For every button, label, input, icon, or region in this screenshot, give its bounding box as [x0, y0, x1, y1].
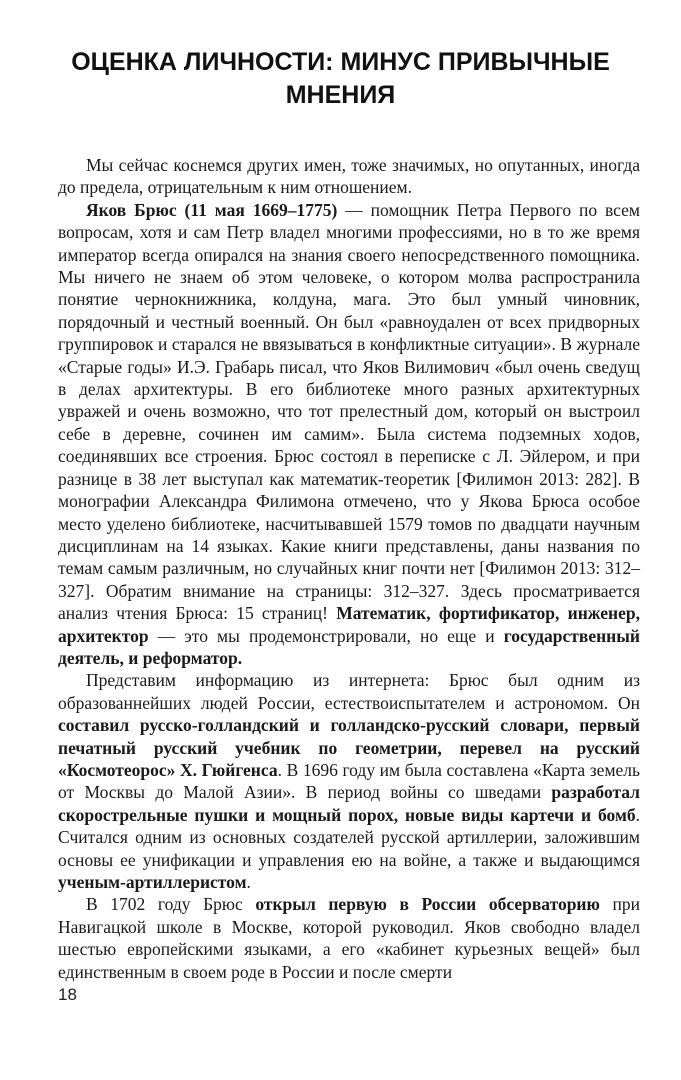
- text-run: .: [246, 872, 251, 892]
- text-run: — помощник Петра Первого по всем вопросам, хотя и сам Петр владел многими профессиями, но в то же время император всегда опирался на знания своего непосредственного помощника. Мы ничего не знаем об этом человеке, о котором молва распространила понятие чернокнижника, колдуна, мага. Это был умный чиновник, порядочный и честный военный. Он был «равноудален от всех придворных группировок и старался не ввязываться в конфликтные ситуации». В журнале «Старые годы» И.Э. Грабарь писал, что Яков Вилимович «был очень сведущ в делах архитектуры. В его библиотеке много разных архитектурных увражей и очень возможно, что тот прелестный дом, который он выстроил себе в деревне, сочинен им самим». Была система подземных ходов, соединявших все строения. Брюс состоял в переписке с Л. Эйлером, и при разнице в 38 лет выступал как математик-теоретик [Филимон 2013: 282]. В монографии Александра Филимона отмечено, что у Якова Брюса особое место уделено библиотеке, насчитывавшей 1579 томов по двадцати научным дисциплинам на 14 языках. Какие книги представлены, даны названия по темам самым различным, но случайных книг почти нет [Филимон 2013: 312–327]. Обратим внимание на страницы: 312–327. Здесь просматривается анализ чтения Брюса: 15 страниц!: [58, 199, 640, 624]
- text-run: — это мы продемонстрировали, но еще и: [148, 625, 504, 646]
- text-run: Представим информацию из интернета: Брюс был одним из образованнейших людей России, естествоиспытателем и астрономом. Он: [58, 670, 640, 713]
- bold-text: Яков Брюс (11 мая 1669–1775): [86, 199, 338, 220]
- text-run: В 1702 году Брюс: [86, 894, 256, 915]
- paragraph: [58, 154, 640, 199]
- text-run: при Навигацкой школе в Москве, которой руководил. Яков свободно владел шестью европейскими языками, а его «кабинет курьезных вещей» был единственным в своем роде в России и после смерти: [58, 894, 640, 982]
- bold-text: разработал скорострельные пушки и мощный порох, новые виды картечи и бомб: [58, 782, 640, 825]
- body-text: [58, 154, 640, 983]
- page-number: 18: [58, 985, 77, 1004]
- text-run: . В 1696 году им была составлена «Карта земель от Москвы до Малой Азии». В период войны со шведами: [58, 759, 640, 803]
- bold-text: открыл первую в России обсерваторию: [255, 894, 600, 915]
- paragraph: [58, 893, 640, 983]
- paragraph: [58, 199, 640, 670]
- paragraph: [58, 669, 640, 893]
- bold-text: составил русско-голландский и голландско-русский словари, первый печатный русский учебник по геометрии, перевел на русский «Космотеорос» X. Гюйгенса: [58, 715, 640, 780]
- text-run: Мы сейчас коснемся других имен, тоже значимых, но опутанных, иногда до предела, отрицательным к ним отношением.: [58, 155, 640, 198]
- bold-text: ученым-артиллеристом: [58, 872, 247, 892]
- chapter-heading: ОЦЕНКА ЛИЧНОСТИ: МИНУС ПРИВЫЧНЫЕ МНЕНИЯ: [71, 48, 610, 109]
- text-run: . Считался одним из основных создателей русской артиллерии, заложившим основы ее унификации и управления ею на войне, а также и выдающимся: [58, 804, 640, 870]
- bold-text: Математик, фортификатор, инженер, архитектор: [58, 603, 640, 646]
- bold-text: государственный деятель, и реформатор.: [58, 625, 640, 668]
